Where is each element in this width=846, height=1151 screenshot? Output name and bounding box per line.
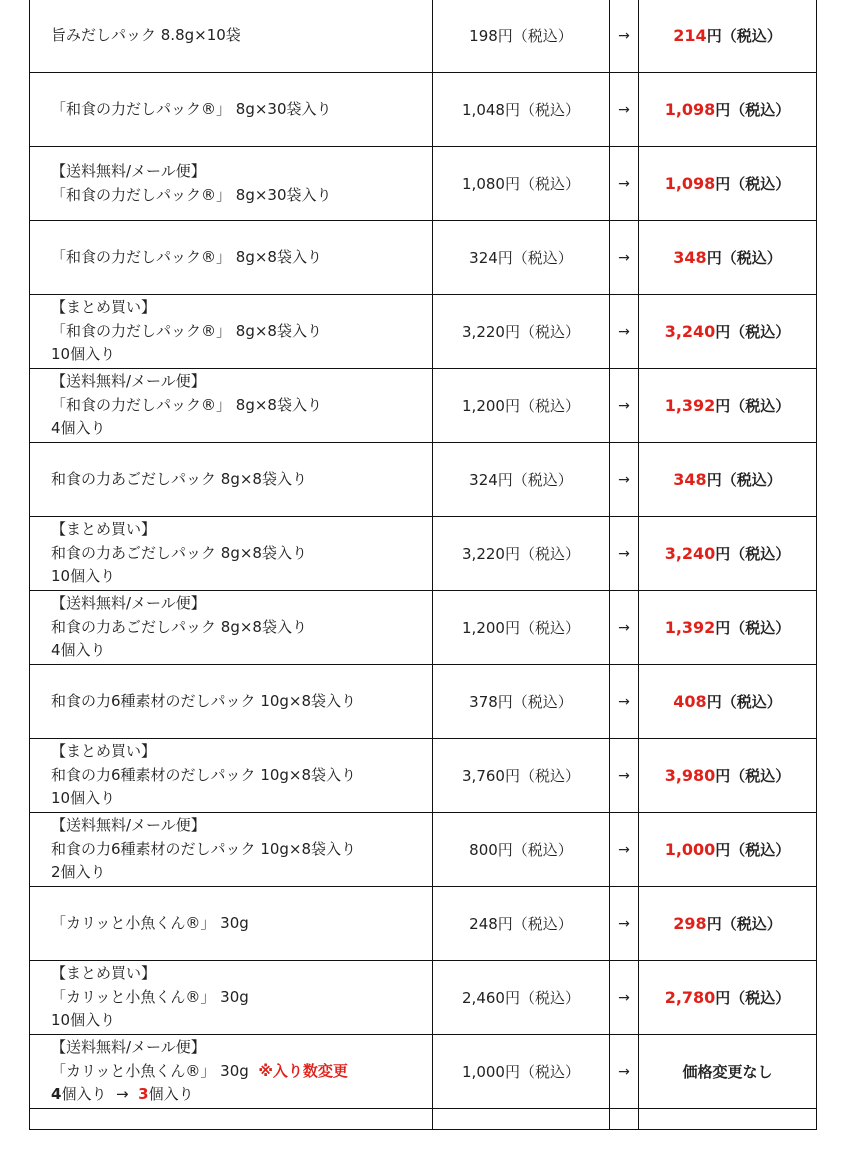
product-name-cell [30, 517, 433, 591]
price-change-table [29, 0, 816, 1130]
old-price-cell: 1,000円（税込） [433, 1035, 610, 1109]
product-name: 和食の力6種素材のだしパック 10g×8袋入り [51, 765, 357, 784]
old-price-cell: 800円（税込） [433, 813, 610, 887]
product-name-cell [30, 147, 433, 221]
product-name: 「和食の力だしパック®」 8g×8袋入り [51, 247, 322, 266]
new-price-cell [639, 221, 817, 295]
quantity-change-note: ※入り数変更 [258, 1061, 348, 1080]
new-price-cell [639, 0, 817, 73]
product-name: 和食の力6種素材のだしパック 10g×8袋入り [51, 839, 357, 858]
empty-cell [639, 1109, 817, 1130]
product-tag: 【まとめ買い】 [51, 298, 157, 317]
arrow-cell: → [610, 591, 639, 665]
new-price-cell [639, 517, 817, 591]
new-price-value: 1,392 [664, 618, 716, 637]
arrow-cell: → [610, 443, 639, 517]
new-price-unit: 円（税込） [706, 27, 782, 45]
old-price-cell: 378円（税込） [433, 665, 610, 739]
table-row-partial [30, 1109, 817, 1130]
old-price-cell: 324円（税込） [433, 221, 610, 295]
empty-cell [610, 1109, 639, 1130]
product-quantity: 10個入り [51, 567, 116, 586]
old-quantity-unit: 個入り [61, 1085, 107, 1104]
table-row [30, 665, 817, 739]
product-name: 「和食の力だしパック®」 8g×8袋入り [51, 395, 322, 414]
product-tag: 【送料無料/メール便】 [51, 162, 206, 180]
old-price-cell: 1,200円（税込） [433, 591, 610, 665]
old-price-cell: 3,760円（税込） [433, 739, 610, 813]
new-price-value: 3,240 [664, 322, 716, 341]
new-price-unit: 円（税込） [706, 693, 782, 711]
new-price-unit: 円（税込） [715, 323, 791, 341]
table-row [30, 1035, 817, 1109]
new-price-unit: 円（税込） [715, 545, 791, 563]
new-price-cell [639, 665, 817, 739]
new-price-cell [639, 887, 817, 961]
product-name: 旨みだしパック 8.8g×10袋 [51, 25, 241, 44]
product-tag: 【送料無料/メール便】 [51, 816, 206, 835]
product-quantity: 10個入り [51, 789, 116, 808]
arrow-cell: → [610, 517, 639, 591]
arrow-cell: → [610, 665, 639, 739]
new-price-cell [639, 73, 817, 147]
product-name-cell [30, 73, 433, 147]
product-name-cell [30, 591, 433, 665]
table-row [30, 739, 817, 813]
product-tag: 【送料無料/メール便】 [51, 372, 206, 391]
product-tag: 【まとめ買い】 [51, 520, 157, 539]
new-price-value: 1,098 [664, 174, 716, 193]
product-name-line [51, 1060, 432, 1084]
product-quantity: 4個入り [51, 419, 106, 438]
product-quantity: 10個入り [51, 345, 116, 364]
new-price-unit: 円（税込） [715, 989, 791, 1007]
new-price-unit: 円（税込） [715, 767, 791, 785]
new-price-cell [639, 147, 817, 221]
new-price-unit: 円（税込） [715, 397, 791, 415]
old-price-cell: 3,220円（税込） [433, 295, 610, 369]
arrow-cell: → [610, 887, 639, 961]
new-price-value: 1,098 [664, 100, 716, 119]
product-tag: 【まとめ買い】 [51, 742, 157, 761]
product-name: 「カリッと小魚くん®」 30g [51, 1061, 249, 1080]
table-row [30, 887, 817, 961]
new-price-cell [639, 739, 817, 813]
new-price-value: 1,392 [664, 396, 716, 415]
product-name: 「和食の力だしパック®」 8g×8袋入り [51, 321, 322, 340]
arrow-cell: → [610, 961, 639, 1035]
arrow-cell: → [610, 813, 639, 887]
new-price-cell [639, 369, 817, 443]
arrow-cell: → [610, 739, 639, 813]
arrow-cell: → [610, 221, 639, 295]
product-tag: 【送料無料/メール便】 [51, 1038, 206, 1057]
new-price-cell [639, 813, 817, 887]
new-price-cell [639, 295, 817, 369]
price-table-body [30, 0, 817, 1130]
product-tag: 【送料無料/メール便】 [51, 594, 206, 613]
arrow-cell: → [610, 147, 639, 221]
product-name: 和食の力6種素材のだしパック 10g×8袋入り [51, 691, 357, 710]
table-row [30, 369, 817, 443]
new-quantity-unit: 個入り [148, 1085, 194, 1104]
product-name-cell [30, 665, 433, 739]
table-row [30, 813, 817, 887]
new-price-unit: 円（税込） [706, 471, 782, 489]
product-quantity: 10個入り [51, 1011, 116, 1030]
arrow-cell: → [610, 369, 639, 443]
product-name: 和食の力あごだしパック 8g×8袋入り [51, 617, 307, 636]
old-quantity-number: 4 [51, 1085, 62, 1104]
product-name-cell [30, 221, 433, 295]
arrow-cell: → [610, 73, 639, 147]
new-price-unit: 円（税込） [715, 101, 791, 119]
new-price-value: 2,780 [664, 988, 716, 1007]
table-row [30, 0, 817, 73]
new-price-unit: 円（税込） [706, 915, 782, 933]
product-name-cell [30, 443, 433, 517]
price-table [29, 0, 817, 1130]
product-tag: 【まとめ買い】 [51, 964, 157, 983]
new-price-value: 298 [673, 914, 707, 933]
product-name-cell [30, 295, 433, 369]
product-name-cell [30, 0, 433, 73]
product-quantity: 4個入り [51, 641, 106, 660]
table-row [30, 221, 817, 295]
table-row [30, 591, 817, 665]
old-price-cell: 1,048円（税込） [433, 73, 610, 147]
table-row [30, 147, 817, 221]
table-row [30, 961, 817, 1035]
new-price-value: 408 [673, 692, 707, 711]
new-price-unit: 円（税込） [706, 249, 782, 267]
product-name-cell [30, 1035, 433, 1109]
table-row [30, 295, 817, 369]
old-price-cell: 248円（税込） [433, 887, 610, 961]
new-price-value: 348 [673, 248, 707, 267]
old-price-cell: 3,220円（税込） [433, 517, 610, 591]
new-price-value: 3,240 [664, 544, 716, 563]
new-price-unit: 円（税込） [715, 619, 791, 637]
product-name-cell [30, 887, 433, 961]
product-name: 「カリッと小魚くん®」 30g [51, 987, 249, 1006]
new-price-cell [639, 1035, 817, 1109]
new-price-unit: 円（税込） [715, 841, 791, 859]
arrow-cell: → [610, 295, 639, 369]
quantity-arrow: → [116, 1085, 129, 1104]
product-name-cell [30, 739, 433, 813]
empty-cell [433, 1109, 610, 1130]
product-name: 「和食の力だしパック®」 8g×30袋入り [51, 185, 332, 204]
new-price-value: 3,980 [664, 766, 716, 785]
product-name: 和食の力あごだしパック 8g×8袋入り [51, 469, 307, 488]
product-name: 「和食の力だしパック®」 8g×30袋入り [51, 99, 332, 118]
product-name: 「カリッと小魚くん®」 30g [51, 913, 249, 932]
old-price-cell: 198円（税込） [433, 0, 610, 73]
empty-cell [30, 1109, 433, 1130]
table-row [30, 443, 817, 517]
new-price-value: 348 [673, 470, 707, 489]
table-row [30, 73, 817, 147]
no-price-change-text: 価格変更なし [682, 1063, 773, 1081]
table-row [30, 517, 817, 591]
arrow-cell: → [610, 0, 639, 73]
product-name-cell [30, 813, 433, 887]
old-price-cell: 324円（税込） [433, 443, 610, 517]
product-name-cell [30, 369, 433, 443]
new-price-cell [639, 443, 817, 517]
new-price-value: 1,000 [664, 840, 716, 859]
old-price-cell: 1,080円（税込） [433, 147, 610, 221]
arrow-cell: → [610, 1035, 639, 1109]
new-quantity-number: 3 [138, 1085, 149, 1104]
new-price-value: 214 [673, 26, 707, 45]
product-name: 和食の力あごだしパック 8g×8袋入り [51, 543, 307, 562]
old-price-cell: 1,200円（税込） [433, 369, 610, 443]
quantity-change-line [51, 1083, 432, 1107]
new-price-cell [639, 961, 817, 1035]
product-quantity: 2個入り [51, 863, 106, 882]
new-price-unit: 円（税込） [715, 175, 791, 193]
old-price-cell: 2,460円（税込） [433, 961, 610, 1035]
product-name-cell [30, 961, 433, 1035]
new-price-cell [639, 591, 817, 665]
